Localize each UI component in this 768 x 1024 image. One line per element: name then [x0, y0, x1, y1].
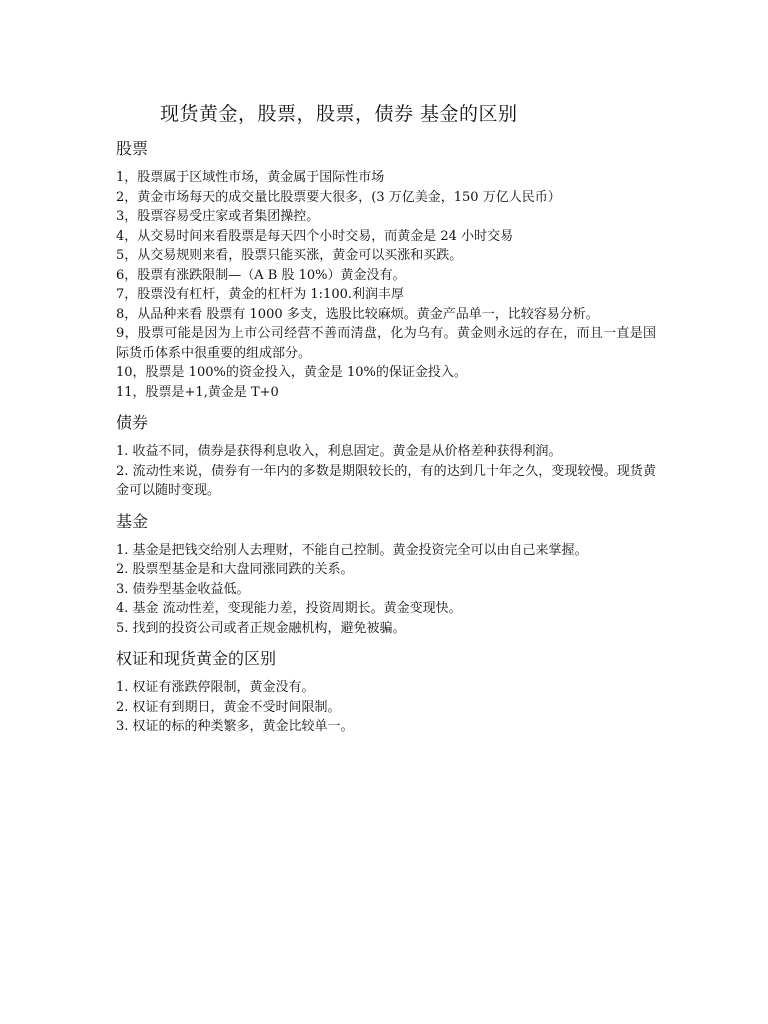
list-item: 3. 权证的标的种类繁多，黄金比较单一。 — [116, 719, 354, 734]
list-item: 1. 基金是把钱交给别人去理财，不能自己控制。黄金投资完全可以由自己来掌握。 — [116, 542, 588, 558]
document-title: 现货黄金，股票，股票，债券 基金的区别 — [160, 103, 518, 125]
section-stocks — [116, 138, 656, 402]
list-item: 7，股票没有杠杆，黄金的杠杆为 1:100.利润丰厚 — [116, 287, 404, 302]
list-item: 4，从交易时间来看股票是每天四个小时交易，而黄金是 24 小时交易 — [116, 228, 514, 244]
list-item: 2. 流动性来说，债券有一年内的多数是期限较长的，有的达到几十年之久，变现较慢。现货黄金可以随时变现。 — [116, 463, 656, 498]
item-list — [116, 442, 656, 501]
document-page — [116, 100, 656, 737]
list-item: 3. 债券型基金收益低。 — [116, 581, 250, 597]
section-heading: 权证和现货黄金的区别 — [116, 649, 277, 668]
list-item: 1，股票属于区域性市场，黄金属于国际性市场 — [116, 170, 385, 185]
list-item: 6，股票有涨跌限制—（A B 股 10%）黄金没有。 — [116, 267, 406, 283]
section-heading: 债券 — [116, 413, 149, 432]
list-item: 5. 找到的投资公司或者正规金融机构，避免被骗。 — [116, 620, 406, 636]
item-list — [116, 678, 656, 737]
section-heading: 股票 — [116, 139, 149, 158]
list-item: 2，黄金市场每天的成交量比股票要大很多，(3 万亿美金，150 万亿人民币） — [116, 189, 561, 205]
list-item: 4. 基金 流动性差，变现能力差，投资周期长。黄金变现快。 — [116, 601, 462, 616]
list-item: 2. 权证有到期日，黄金不受时间限制。 — [116, 699, 341, 715]
list-item: 8，从品种来看 股票有 1000 多支，选股比较麻烦。黄金产品单一，比较容易分析。 — [116, 306, 599, 322]
item-list — [116, 541, 656, 639]
list-item: 1. 收益不同，债券是获得利息收入，利息固定。黄金是从价格差种获得利润。 — [116, 444, 562, 459]
section-heading: 基金 — [116, 511, 149, 531]
list-item: 9，股票可能是因为上市公司经营不善而清盘，化为乌有。黄金则永远的存在，而且一直是国际货币体系中很重要的组成部分。 — [116, 326, 656, 361]
section-warrants — [116, 648, 656, 737]
list-item: 11，股票是+1,黄金是 T+0 — [116, 384, 279, 400]
list-item: 3，股票容易受庄家或者集团操控。 — [116, 209, 320, 224]
section-funds — [116, 511, 656, 639]
list-item: 2. 股票型基金是和大盘同涨同跌的关系。 — [116, 562, 354, 577]
list-item: 5，从交易规则来看，股票只能买涨，黄金可以买涨和买跌。 — [116, 248, 463, 263]
list-item: 1. 权证有涨跌停限制，黄金没有。 — [116, 680, 315, 695]
item-list — [116, 168, 656, 402]
list-item: 10，股票是 100%的资金投入，黄金是 10%的保证金投入。 — [116, 365, 467, 380]
section-bonds — [116, 412, 656, 501]
